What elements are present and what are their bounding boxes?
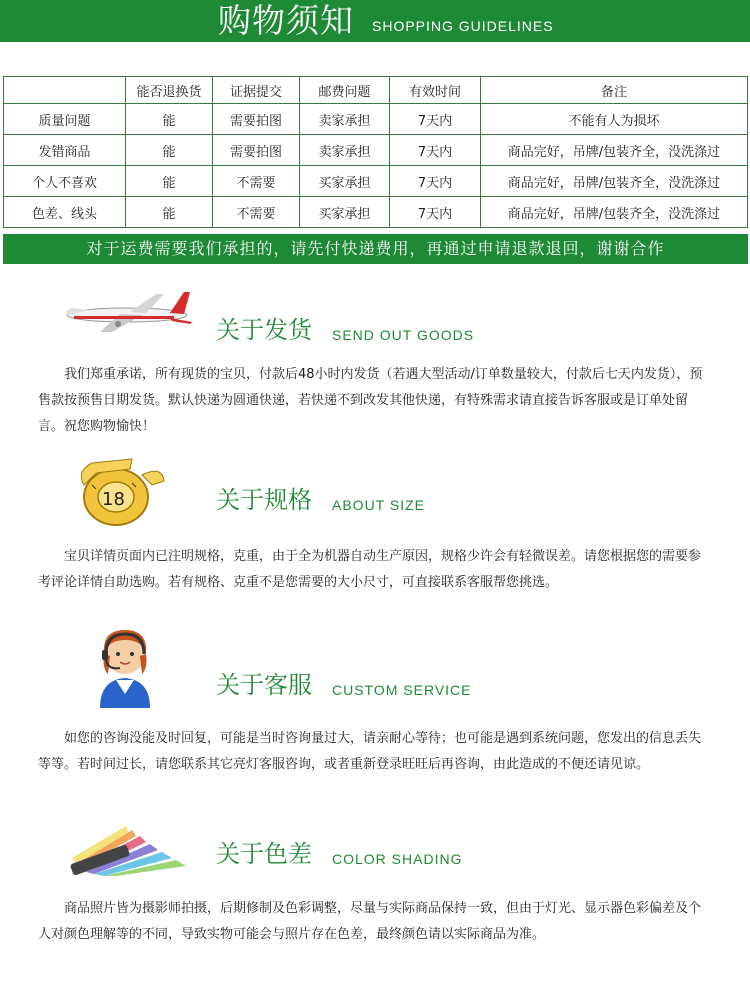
- table-row: [4, 197, 748, 228]
- table-cell: 需要拍图: [213, 104, 300, 135]
- table-cell: 能: [126, 104, 213, 135]
- section-subtitle-color: COLOR SHADING: [332, 851, 463, 867]
- table-cell: 能: [126, 197, 213, 228]
- table-cell: 7天内: [390, 166, 481, 197]
- table-cell: 7天内: [390, 104, 481, 135]
- table-cell: 商品完好，吊牌/包装齐全，没洗涤过: [481, 197, 748, 228]
- airplane-icon: [60, 288, 195, 336]
- section-text-size: 宝贝详情页面内已注明规格，克重，由于全为机器自动生产原因，规格少许会有轻微误差。请您根据您的需要参考评论详情自助选购。若有规格、克重不是您需要的大小尺寸，可直接联系客服帮您挑选。: [38, 549, 702, 590]
- table-cell: 卖家承担: [300, 135, 390, 166]
- table-cell: 能: [126, 166, 213, 197]
- column-header: 备注: [481, 77, 748, 104]
- table-cell: 买家承担: [300, 166, 390, 197]
- return-policy-table: [3, 76, 748, 228]
- table-cell: 不能有人为损坏: [481, 104, 748, 135]
- table-cell: 不需要: [213, 166, 300, 197]
- section-subtitle-size: ABOUT SIZE: [332, 497, 425, 513]
- table-header-row: [4, 77, 748, 104]
- tape-measure-icon: [72, 455, 168, 531]
- table-cell: 7天内: [390, 197, 481, 228]
- table-row: [4, 166, 748, 197]
- table-cell: 需要拍图: [213, 135, 300, 166]
- table-cell: 商品完好，吊牌/包装齐全，没洗涤过: [481, 135, 748, 166]
- table-cell: 质量问题: [4, 104, 126, 135]
- table-cell: 发错商品: [4, 135, 126, 166]
- header-banner: [0, 0, 750, 42]
- svg-text:18: 18: [102, 489, 125, 510]
- section-text-shipping: 我们郑重承诺，所有现货的宝贝，付款后48小时内发货（若遇大型活动/订单数量较大，付款后七天内发货），预售款按预售日期发货。默认快递为圆通快递，若快递不到改发其他快递，有特殊需求请直接告诉客服或是订单处留言。祝您购物愉快！: [38, 367, 703, 434]
- table-cell: 7天内: [390, 135, 481, 166]
- section-title-service: 关于客服: [216, 671, 312, 699]
- section-title-size: 关于规格: [216, 486, 312, 514]
- customer-service-icon: [90, 624, 160, 708]
- section-text-color: 商品照片皆为摄影师拍摄，后期修制及色彩调整，尽量与实际商品保持一致，但由于灯光、显示器色彩偏差及个人对颜色理解等的不同，导致实物可能会与照片存在色差，最终颜色请以实际商品为准。: [38, 901, 702, 942]
- table-cell: 能: [126, 135, 213, 166]
- column-header: [4, 77, 126, 104]
- page-subtitle: SHOPPING GUIDELINES: [372, 18, 554, 34]
- column-header: 能否退换货: [126, 77, 213, 104]
- table-cell: 卖家承担: [300, 104, 390, 135]
- section-subtitle-service: CUSTOM SERVICE: [332, 682, 472, 698]
- table-row: [4, 135, 748, 166]
- column-header: 邮费问题: [300, 77, 390, 104]
- section-text-service: 如您的咨询没能及时回复，可能是当时咨询量过大，请亲耐心等待；也可能是遇到系统问题，您发出的信息丢失等等。若时间过长，请您联系其它亮灯客服咨询，或者重新登录旺旺后再咨询，由此造成的不便还请见谅。: [38, 731, 702, 772]
- table-cell: 买家承担: [300, 197, 390, 228]
- section-title-color: 关于色差: [216, 840, 312, 868]
- table-cell: 个人不喜欢: [4, 166, 126, 197]
- shipping-fee-notice: 对于运费需要我们承担的，请先付快递费用，再通过申请退款退回，谢谢合作: [3, 234, 748, 264]
- table-cell: 商品完好，吊牌/包装齐全，没洗涤过: [481, 166, 748, 197]
- table-row: [4, 104, 748, 135]
- column-header: 有效时间: [390, 77, 481, 104]
- page-title: 购物须知: [218, 1, 354, 40]
- table-cell: 不需要: [213, 197, 300, 228]
- section-title-shipping: 关于发货: [216, 316, 312, 344]
- section-subtitle-shipping: SEND OUT GOODS: [332, 327, 475, 343]
- table-cell: 色差、线头: [4, 197, 126, 228]
- color-swatch-icon: [66, 818, 192, 876]
- column-header: 证据提交: [213, 77, 300, 104]
